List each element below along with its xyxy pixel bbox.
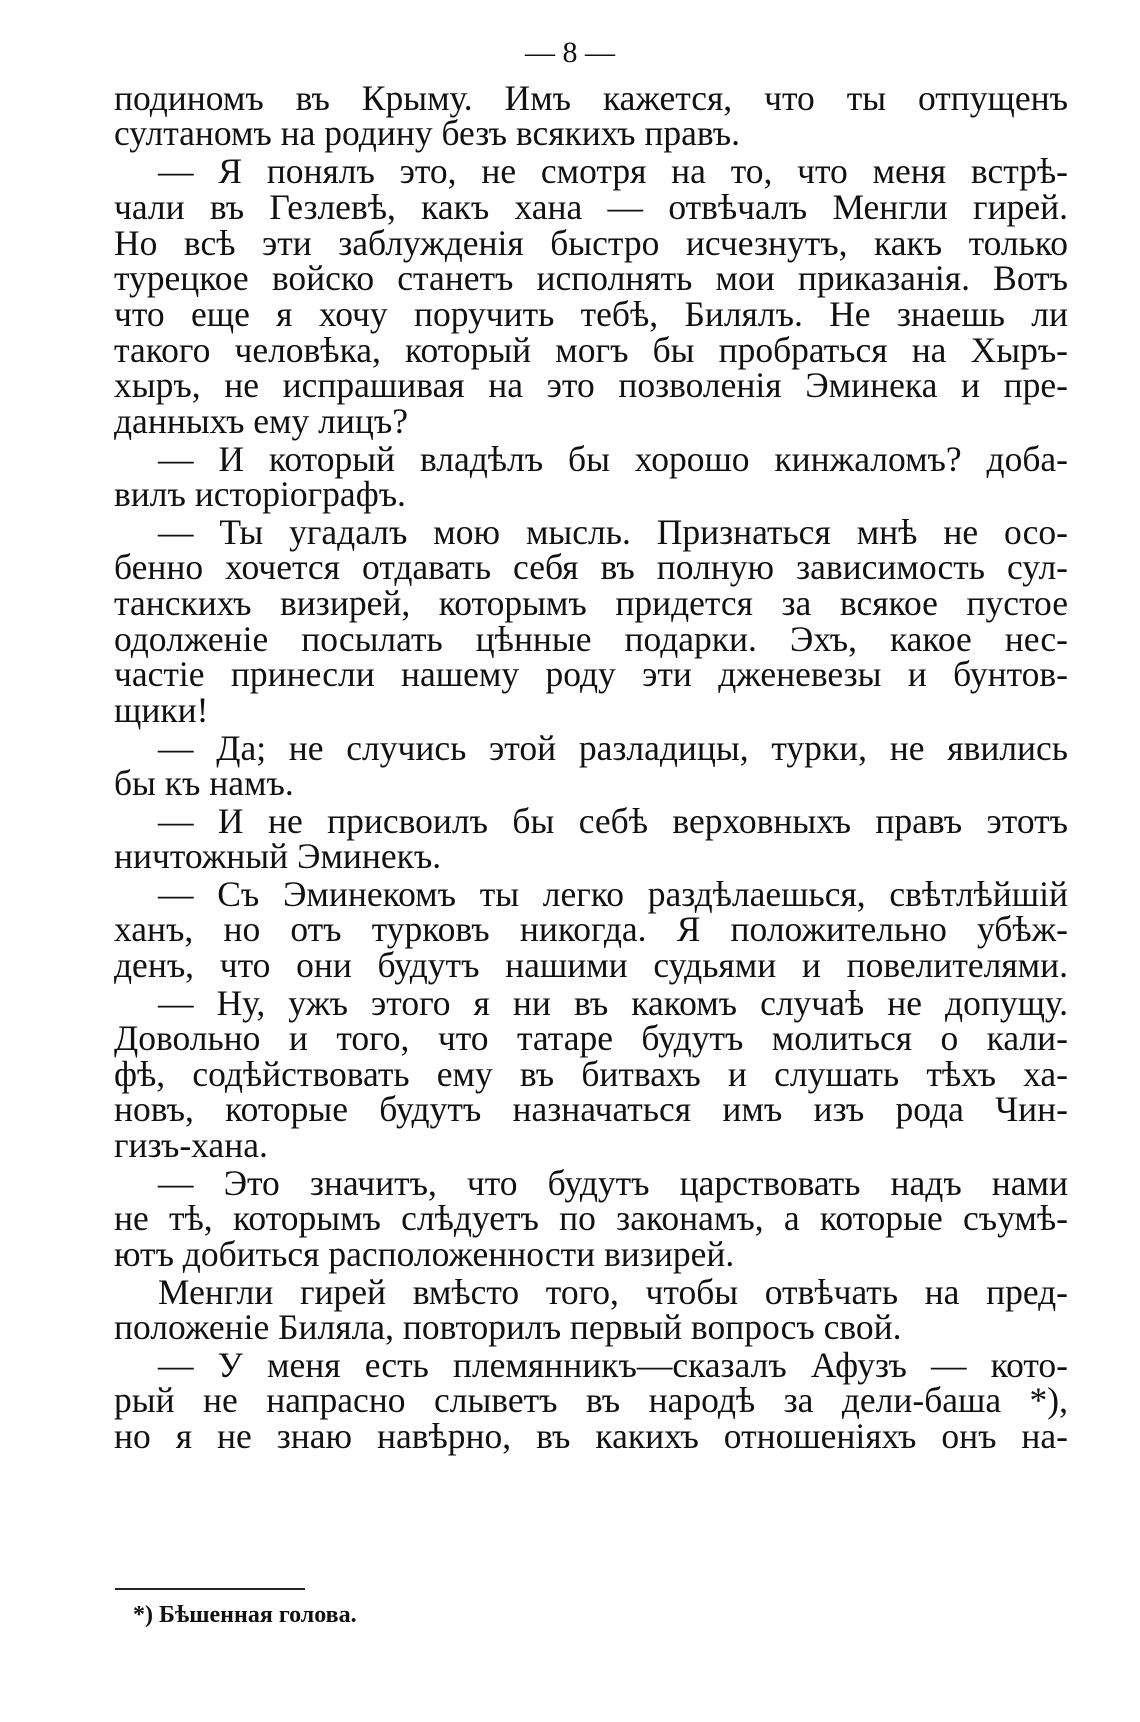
- text-line: Довольно и того, что татаре будутъ молиться о кали-: [114, 1018, 1068, 1058]
- text-line: — У меня есть племянникъ—сказалъ Афузъ — кото-: [158, 1345, 1068, 1385]
- text-line: денъ, что они будутъ нашими судьями и повелителями.: [114, 945, 1068, 985]
- text-line: ханъ, но отъ турковъ никогда. Я положительно убѣж-: [114, 909, 1068, 949]
- text-line: хыръ, не испрашивая на это позволенія Эминека и пре-: [114, 365, 1068, 405]
- text-line: частіе принесли нашему роду эти дженевезы и бунтов-: [114, 654, 1068, 694]
- text-line: — Я понялъ это, не смотря на то, что меня встрѣ-: [158, 151, 1068, 191]
- text-line: вилъ исторіографъ.: [114, 474, 406, 514]
- text-line: ютъ добиться расположенности визирей.: [114, 1234, 735, 1274]
- text-line: бенно хочется отдавать себя въ полную зависимость сул-: [114, 547, 1068, 587]
- text-line: подиномъ въ Крыму. Имъ кажется, что ты отпущенъ: [114, 78, 1068, 118]
- text-line: не тѣ, которымъ слѣдуетъ по законамъ, а которые съумѣ-: [114, 1198, 1068, 1238]
- text-line: — Ну, ужъ этого я ни въ какомъ случаѣ не допущу.: [158, 983, 1068, 1023]
- text-line: такого человѣка, который могъ бы пробраться на Хыръ-: [114, 330, 1068, 370]
- text-line: положеніе Биляла, повторилъ первый вопросъ свой.: [114, 1307, 902, 1347]
- text-line: — И который владѣлъ бы хорошо кинжаломъ? доба-: [158, 439, 1068, 479]
- text-line: Но всѣ эти заблужденія быстро исчезнутъ, какъ только: [114, 223, 1068, 263]
- footnote-rule: [115, 1588, 305, 1590]
- text-line: рый не напрасно слыветъ въ народѣ за дели-баша *),: [114, 1380, 1068, 1420]
- text-line: — И не присвоилъ бы себѣ верховныхъ правъ этотъ: [158, 801, 1068, 841]
- text-line: султаномъ на родину безъ всякихъ правъ.: [114, 113, 741, 153]
- text-line: — Да; не случись этой разладицы, турки, не явились: [158, 728, 1068, 768]
- text-line: ничтожный Эминекъ.: [114, 836, 442, 876]
- text-line: гизъ-хана.: [114, 1125, 268, 1165]
- text-line: чали въ Гезлевѣ, какъ хана — отвѣчалъ Менгли гирей.: [114, 187, 1068, 227]
- text-line: одолженіе посылать цѣнные подарки. Эхъ, какое нес-: [114, 619, 1068, 659]
- text-line: — Это значитъ, что будутъ царствовать надъ нами: [158, 1163, 1068, 1203]
- text-line: новъ, которые будутъ назначаться имъ изъ рода Чин-: [114, 1089, 1068, 1129]
- text-line: что еще я хочу поручить тебѣ, Билялъ. Не знаешь ли: [114, 294, 1068, 334]
- text-line: турецкое войско станетъ исполнять мои приказанія. Вотъ: [114, 258, 1068, 298]
- text-line: но я не знаю навѣрно, въ какихъ отношеніяхъ онъ на-: [114, 1416, 1068, 1456]
- text-line: щики!: [114, 690, 209, 730]
- text-line: — Ты угадалъ мою мысль. Признаться мнѣ не осо-: [158, 512, 1068, 552]
- text-line: данныхъ ему лицъ?: [114, 401, 408, 441]
- text-line: Менгли гирей вмѣсто того, чтобы отвѣчать на пред-: [158, 1272, 1068, 1312]
- footnote: *) Бѣшенная голова.: [133, 1602, 357, 1628]
- text-line: бы къ намъ.: [114, 763, 294, 803]
- page-number: — 8 —: [525, 36, 615, 69]
- text-line: танскихъ визирей, которымъ придется за всякое пустое: [114, 583, 1068, 623]
- text-line: фѣ, содѣйствовать ему въ битвахъ и слушать тѣхъ ха-: [114, 1054, 1068, 1094]
- text-line: — Съ Эминекомъ ты легко раздѣлаешься, свѣтлѣйшій: [158, 874, 1068, 914]
